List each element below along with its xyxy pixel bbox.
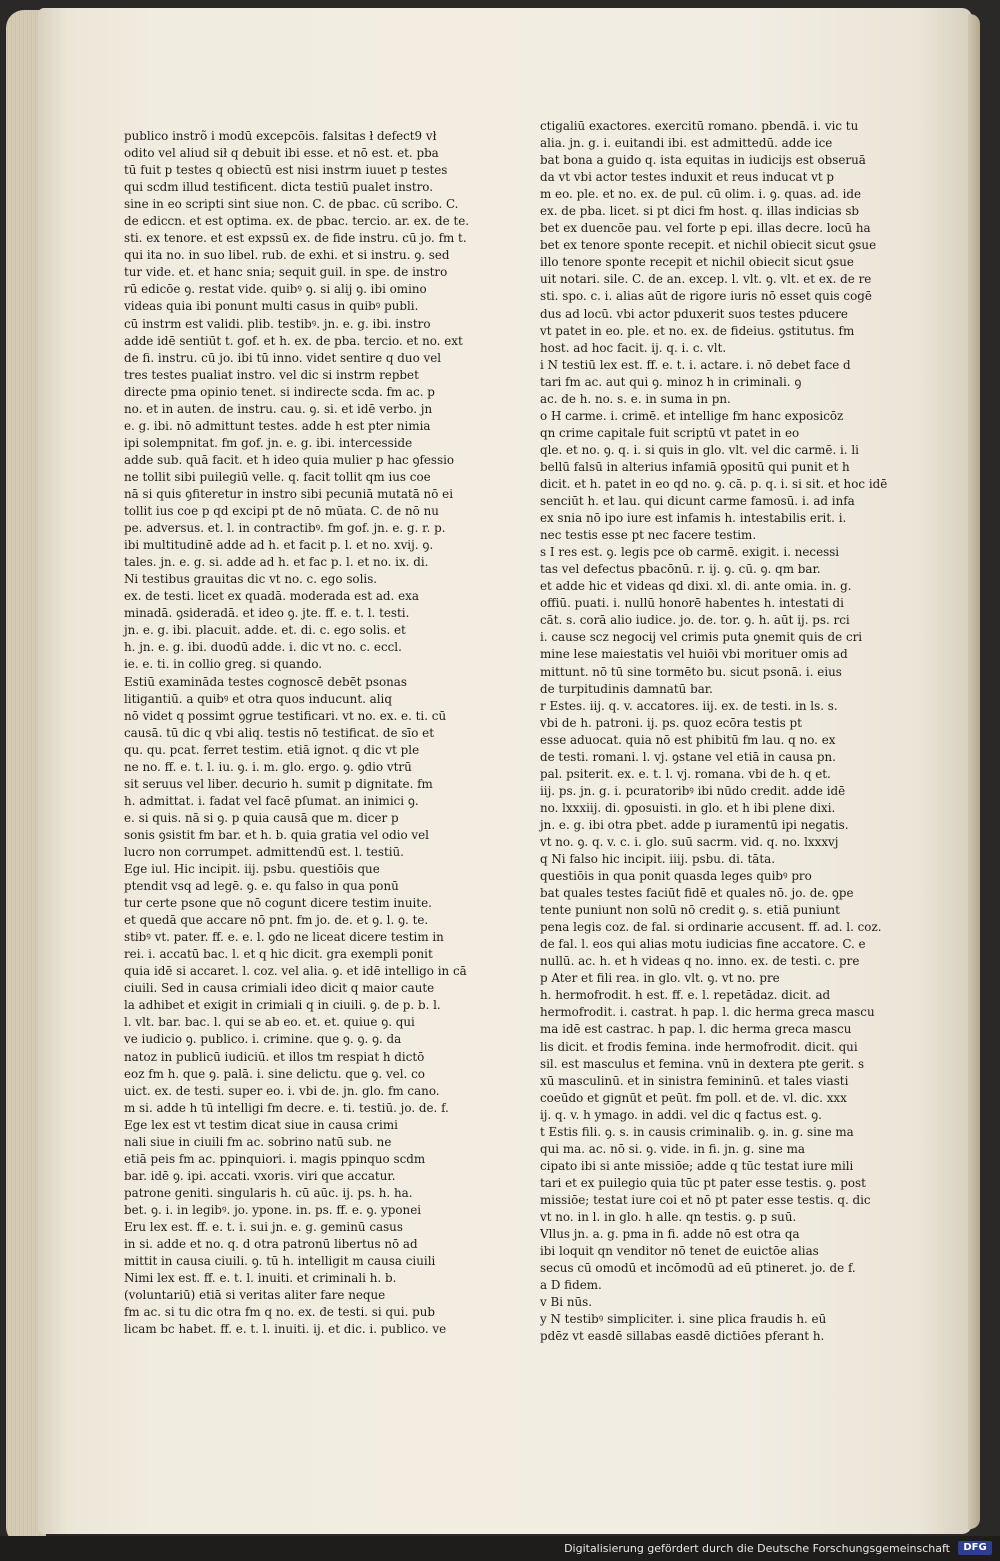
text-line: de fal. l. eos qui alias motu iudicias fine accatore. C. e xyxy=(540,937,866,952)
text-line: de turpitudinis damnatū bar. xyxy=(540,681,713,696)
text-line: nullū. ac. h. et h videas q no. inno. ex. de testi. c. pre xyxy=(540,954,860,969)
text-line: m eo. ple. et no. ex. de pul. cū olim. i. ꝯ. quas. ad. ide xyxy=(540,187,862,202)
text-line: Nimi lex est. ff. e. t. l. inuiti. et criminali h. b. xyxy=(124,1271,397,1286)
text-line: tente puniunt non solū nō credit ꝯ. s. etiā puniunt xyxy=(540,903,840,918)
text-line: Ege lex est vt testim dicat siue in causa crimi xyxy=(124,1117,398,1132)
text-line: dicit. et h. patet in eo qd no. ꝯ. cā. p. q. i. si sit. et hoc idē xyxy=(540,476,888,491)
text-line: t Estis fili. ꝯ. s. in causis criminalib. ꝯ. in. g. sine ma xyxy=(540,1124,854,1139)
text-line: etiā peis fm ac. ppinquiori. i. magis ppinquo scdm xyxy=(124,1151,426,1166)
text-line: de ediccn. et est optima. ex. de pbac. tercio. ar. ex. de te. xyxy=(124,214,470,229)
text-line: cipato ibi si ante missiōe; adde q tūc testat iure mili xyxy=(540,1158,854,1173)
text-line: secus cū omodū et incōmodū ad eū ptineret. jo. de f. xyxy=(540,1261,856,1276)
text-line: missiōe; testat iure coi et nō pt pater esse testis. q. dic xyxy=(540,1192,871,1207)
text-line: tas vel defectus pbacōnū. r. ij. ꝯ. cū. ꝯ. qm bar. xyxy=(540,562,821,577)
text-line: questiōis in qua ponit quasda leges quibꝰ pro xyxy=(540,869,812,884)
text-line: Vllus jn. a. g. pma in fi. adde nō est otra qa xyxy=(540,1227,800,1242)
text-line: l. vlt. bar. bac. l. qui se ab eo. et. et. quiue ꝯ. qui xyxy=(124,1015,415,1030)
text-line: rū edicōe ꝯ. restat vide. quibꝰ ꝯ. si alij ꝯ. ibi omino xyxy=(124,282,427,297)
text-line: publico instrõ i modū excepcōis. falsitas ł defect9 vł xyxy=(124,129,437,143)
text-line: ipi solempnitat. fm gof. jn. e. g. ibi. intercesside xyxy=(124,435,413,450)
text-line: ij. q. v. h ymago. in addi. vel dic q factus est. ꝯ. xyxy=(540,1107,822,1122)
text-line: et adde hic et videas qd dixi. xl. di. ante omia. in. g. xyxy=(540,579,852,594)
text-line: sonis ꝯsistit fm bar. et h. b. quia gratia vel odio vel xyxy=(124,827,429,842)
text-line: ciuili. Sed in causa crimiali ideo dicit q maior caute xyxy=(124,981,435,996)
text-line: bat quales testes faciūt fidē et quales nō. jo. de. ꝯpe xyxy=(540,886,854,901)
text-line: nec testis esse pt nec facere testim. xyxy=(540,528,757,543)
text-line: coeūdo et gignūt et peūt. fm poll. et de. vl. dic. xxx xyxy=(540,1090,847,1105)
text-line: ex. de pba. licet. si pt dici fm host. q. illas indicias sb xyxy=(540,204,860,219)
text-line: ex snia nō ipo iure est infamis h. intestabilis erit. i. xyxy=(540,511,847,526)
text-line: iij. ps. jn. g. i. pcuratoribꝰ ibi nūdo credit. adde idē xyxy=(540,783,846,798)
text-line: causā. tū dic q vbi aliq. testis nō testificat. de sīo et xyxy=(124,725,434,740)
text-line: Eru lex est. ff. e. t. i. sui jn. e. g. geminū casus xyxy=(124,1220,403,1234)
text-line: no. et in auten. de instru. cau. ꝯ. si. et idē verbo. jn xyxy=(124,401,433,416)
text-line: q Ni falso hic incipit. iiij. psbu. di. tāta. xyxy=(540,852,775,867)
text-line: pena legis coz. de fal. si ordinarie accusent. ff. ad. l. coz. xyxy=(540,920,882,935)
text-line: sil. est masculus et femina. vnū in dextera pte gerit. s xyxy=(540,1056,865,1071)
text-line: alia. jn. g. i. euitandi ibi. est admittedū. adde ice xyxy=(540,136,833,151)
text-line: cāt. s. corā alio iudice. jo. de. tor. ꝯ. h. aūt ij. ps. rci xyxy=(540,613,850,628)
text-line: i. cause scz negocij vel crimis puta ꝯnemit quis de cri xyxy=(540,630,863,645)
text-line: eoz fm h. que ꝯ. palā. i. sine delictu. que ꝯ. vel. co xyxy=(124,1066,425,1081)
text-line: illo tenore sponte recepit et nichil obiecit sicut ꝯsue xyxy=(540,255,854,270)
text-line: minadā. ꝯsideradā. et ideo ꝯ. jte. ff. e. t. l. testi. xyxy=(124,606,410,621)
text-line: h. hermofrodit. h est. ff. e. l. repetādaz. dicit. ad xyxy=(540,988,831,1003)
text-line: directe pma opinio tenet. si indirecte scda. fm ac. p xyxy=(124,384,435,399)
text-line: nali siue in ciuili fm ac. sobrino natū sub. ne xyxy=(124,1134,392,1149)
text-line: ie. e. ti. in collio greg. si quando. xyxy=(124,657,323,672)
text-line: mittit in causa ciuili. ꝯ. tū h. intelligit m causa ciuili xyxy=(124,1254,436,1269)
text-line: Estiū examināda testes cognoscē debēt psonas xyxy=(124,674,407,689)
text-line: qui scdm illud testificent. dicta testiū pualet instro. xyxy=(124,180,434,195)
text-line: la adhibet et exigit in crimiali q in ciuili. ꝯ. de p. b. l. xyxy=(124,998,441,1013)
text-line: adde idē sentiūt t. gof. et h. ex. de pba. tercio. et no. ext xyxy=(124,333,463,348)
text-line: qle. et no. ꝯ. q. i. si quis in glo. vlt. vel dic carmē. i. li xyxy=(540,442,859,457)
text-line: mine lese maiestatis vel huiōi vbi morituer omis ad xyxy=(540,647,848,662)
text-line: m si. adde h tū intelligi fm decre. e. ti. testiū. jo. de. f. xyxy=(124,1100,449,1115)
text-line: vbi de h. patroni. ij. ps. quoz ecōra testis pt xyxy=(540,715,802,730)
text-line: bet. ꝯ. i. in legibꝰ. jo. ypone. in. ps. ff. e. ꝯ. yponei xyxy=(124,1202,422,1217)
text-line: s I res est. ꝯ. legis pce ob carmē. exigit. i. necessi xyxy=(540,545,840,560)
text-line: no. lxxxiij. di. ꝯposuisti. in glo. et h ibi plene dixi. xyxy=(540,800,836,815)
text-line: odito vel aliud sił q debuit ibi esse. et nō est. et. pba xyxy=(124,146,439,161)
text-line: ibi loquit qn venditor nō tenet de euictōe alias xyxy=(540,1244,819,1259)
text-line: tollit ius coe p qd excipi pt de nō mūata. C. de nō nu xyxy=(124,504,439,519)
text-line: in si. adde et no. q. d otra patronū libertus nō ad xyxy=(124,1237,418,1252)
text-line: sit seruus vel liber. decurio h. sumit p dignitate. fm xyxy=(124,776,433,791)
text-line: vt no. ꝯ. q. v. c. i. glo. suū sacrm. vid. q. no. lxxxvj xyxy=(540,834,839,849)
text-line: tur certe psone que nō cogunt dicere testim inuite. xyxy=(124,896,432,911)
text-line: Ege iul. Hic incipit. iij. psbu. questiōis que xyxy=(124,862,380,877)
text-line: mittunt. nō tū sine tormēto bu. sicut psonā. i. eius xyxy=(540,664,842,679)
right-text-column xyxy=(540,118,888,1344)
text-line: pe. adversus. et. l. in contractibꝰ. fm gof. jn. e. g. r. p. xyxy=(124,521,446,536)
text-line: vt no. in l. in glo. h alle. qn testis. ꝯ. p suū. xyxy=(540,1210,797,1224)
text-line: nō videt q possimt ꝯgrue testificari. vt no. ex. e. ti. cū xyxy=(124,708,447,723)
text-line: v Bi nūs. xyxy=(540,1295,593,1310)
text-line: tur vide. et. et hanc snia; sequit guil. in spe. de instro xyxy=(124,265,448,280)
text-line: sti. spo. c. i. alias aūt de rigore iuris nō esset quis cogē xyxy=(540,289,872,304)
text-line: bar. idē ꝯ. ipi. accati. vxoris. viri que accatur. xyxy=(124,1168,396,1183)
text-line: (voluntariū) etiā si veritas aliter fare neque xyxy=(124,1288,386,1303)
text-line: tari et ex puilegio quia tūc pt pater esse testis. ꝯ. post xyxy=(540,1175,866,1190)
text-line: fm ac. si tu dic otra fm q no. ex. de testi. si qui. pub xyxy=(124,1305,436,1320)
text-line: bellū falsū in alterius infamiā ꝯpositū qui punit et h xyxy=(540,459,850,474)
text-line: host. ad hoc facit. ij. q. i. c. vlt. xyxy=(540,340,727,355)
text-line: Ni testibus grauitas dic vt no. c. ego solis. xyxy=(124,572,378,587)
text-line: natoz in publicū iudiciū. et illos tm respiat h dictō xyxy=(124,1049,425,1064)
text-line: pdēz vt easdē sillabas easdē dictiōes pferant h. xyxy=(540,1329,825,1344)
text-line: ac. de h. no. s. e. in suma in pn. xyxy=(540,391,731,406)
text-line: patrone geniti. singularis h. cū aūc. ij. ps. h. ha. xyxy=(124,1185,413,1200)
text-line: tari fm ac. aut qui ꝯ. minoz h in criminali. ꝯ xyxy=(540,374,802,389)
dfg-logo: DFG xyxy=(958,1541,992,1555)
text-line: e. si quis. nā si ꝯ. p quia causā que m. dicer p xyxy=(124,810,399,825)
text-line: lucro non corrumpet. admittendū est. l. testiū. xyxy=(124,844,404,859)
text-line: cū instrm est validi. plib. testibꝰ. jn. e. g. ibi. instro xyxy=(124,316,431,331)
text-line: bet ex duencōe pau. vel forte p epi. illas decre. locū ha xyxy=(540,221,871,236)
text-line: dus ad locū. vbi actor pduxerit suos testes pducere xyxy=(540,306,848,321)
text-line: qui ita no. in suo libel. rub. de exhi. et si instru. ꝯ. sed xyxy=(124,248,450,263)
text-line: y N testibꝰ simpliciter. i. sine plica fraudis h. eū xyxy=(540,1312,827,1327)
text-line: bet ex tenore sponte recepit. et nichil obiecit sicut ꝯsue xyxy=(540,238,877,253)
text-line: uict. ex. de testi. super eo. i. vbi de. jn. glo. fm cano. xyxy=(124,1083,440,1098)
footer-credit: Digitalisierung gefördert durch die Deutsche Forschungsgemeinschaft xyxy=(564,1542,950,1555)
text-line: vt patet in eo. ple. et no. ex. de fideius. ꝯstitutus. fm xyxy=(540,323,855,338)
text-line: de fi. instru. cū jo. ibi tū inno. videt sentire q duo vel xyxy=(124,350,442,365)
text-line: nā si quis ꝯfiteretur in instro sibi pecuniā mutatā nō ei xyxy=(124,486,453,501)
text-line: sti. ex tenore. et est expssū ex. de fide instru. cū jo. fm t. xyxy=(124,231,467,246)
text-line: stibꝰ vt. pater. ff. e. e. l. ꝯdo ne liceat dicere testim in xyxy=(124,930,444,945)
text-line: qu. qu. pcat. ferret testim. etiā ignot. q dic vt ple xyxy=(124,742,420,757)
text-line: senciūt h. et lau. qui dicunt carme famosū. i. ad infa xyxy=(540,494,855,509)
text-line: o H carme. i. crimē. et intellige fm hanc exposicōz xyxy=(540,408,844,423)
text-line: ex. de testi. licet ex quadā. moderada est ad. exa xyxy=(124,589,419,604)
text-line: jn. e. g. ibi otra pbet. adde p iuramentū ipi negatis. xyxy=(540,817,849,832)
text-line: videas quia ibi ponunt multi casus in quibꝰ publi. xyxy=(124,299,419,314)
text-line: tres testes pualiat instro. vel dic si instrm repbet xyxy=(124,367,419,382)
text-line: licam bc habet. ff. e. t. l. inuiti. ij. et dic. i. publico. ve xyxy=(124,1322,447,1337)
text-line: quia idē si accaret. l. coz. vel alia. ꝯ. et idē intelligo in cā xyxy=(124,964,467,979)
text-line: ctigaliū exactores. exercitū romano. pbendā. i. vic tu xyxy=(540,119,859,133)
text-line: xū masculinū. et in sinistra femininū. et tales viasti xyxy=(540,1073,849,1088)
text-line: et quedā que accare nō pnt. fm jo. de. et ꝯ. l. ꝯ. te. xyxy=(124,913,429,928)
text-line: qui ma. ac. nō si. ꝯ. vide. in fi. jn. g. sine ma xyxy=(540,1141,805,1156)
page-edge-right xyxy=(968,14,980,1529)
text-line: ptendit vsq ad legē. ꝯ. e. qu falso in qua ponū xyxy=(124,879,399,894)
text-line: ne no. ff. e. t. l. iu. ꝯ. i. m. glo. ergo. ꝯ. ꝯdio vtrū xyxy=(124,759,412,774)
text-line: bat bona a guido q. ista equitas in iudicijs est obseruā xyxy=(540,153,866,168)
text-line: de testi. romani. l. vj. ꝯstane vel etiā in causa pn. xyxy=(540,749,836,764)
text-line: hermofrodit. i. castrat. h pap. l. dic herma greca mascu xyxy=(540,1005,875,1020)
footer-bar xyxy=(0,1536,1000,1561)
left-text-column xyxy=(124,128,479,1337)
text-line: litigantiū. a quibꝰ et otra quos inducunt. aliq xyxy=(124,691,392,706)
text-line: adde sub. quā facit. et h ideo quia mulier p hac ꝯfessio xyxy=(124,452,455,467)
text-line: uit notari. sile. C. de an. excep. l. vlt. ꝯ. vlt. et ex. de re xyxy=(540,272,872,287)
text-line: da vt vbi actor testes induxit et reus inducat vt p xyxy=(540,170,835,185)
text-line: ve iudicio ꝯ. publico. i. crimine. que ꝯ. ꝯ. ꝯ. da xyxy=(124,1032,402,1047)
text-line: i N testiū lex est. ff. e. t. i. actare. i. nō debet face d xyxy=(540,357,851,372)
text-line: ma idē est castrac. h pap. l. dic herma greca mascu xyxy=(540,1022,852,1037)
text-line: a D fidem. xyxy=(540,1278,602,1293)
text-line: tū fuit p testes q obiectū est nisi instrm iuuet p testes xyxy=(124,163,448,178)
text-line: offiū. puati. i. nullū honorē habentes h. intestati di xyxy=(540,596,844,611)
text-line: pal. psiterit. ex. e. t. l. vj. romana. vbi de h. q et. xyxy=(540,766,831,781)
text-line: lis dicit. et frodis femina. inde hermofrodit. dicit. qui xyxy=(540,1039,858,1054)
text-line: h. admittat. i. fadat vel facē pſumat. an inimici ꝯ. xyxy=(124,793,419,808)
text-line: p Ater et fili rea. in glo. vlt. ꝯ. vt no. pre xyxy=(540,971,780,986)
text-line: qn crime capitale fuit scriptū vt patet in eo xyxy=(540,425,800,440)
text-line: ibi multitudinē adde ad h. et facit p. l. et no. xvij. ꝯ. xyxy=(124,538,434,553)
text-line: sine in eo scripti sint siue non. C. de pbac. cū scribo. C. xyxy=(124,197,459,212)
text-line: h. jn. e. g. ibi. duodū adde. i. dic vt no. c. eccl. xyxy=(124,640,402,655)
text-line: ne tollit sibi puilegiū velle. q. facit tollit qm ius coe xyxy=(124,469,431,484)
text-line: rei. i. accatū bac. l. et q hic dicit. gra exempli ponit xyxy=(124,947,433,962)
text-line: r Estes. iij. q. v. accatores. iij. ex. de testi. in ls. s. xyxy=(540,698,838,713)
text-line: jn. e. g. ibi. placuit. adde. et. di. c. ego solis. et xyxy=(124,623,406,638)
text-line: tales. jn. e. g. si. adde ad h. et fac p. l. et no. ix. di. xyxy=(124,555,429,570)
text-line: esse aduocat. quia nō est phibitū fm lau. q no. ex xyxy=(540,732,836,747)
text-line: e. g. ibi. nō admittunt testes. adde h est pter nimia xyxy=(124,418,431,433)
